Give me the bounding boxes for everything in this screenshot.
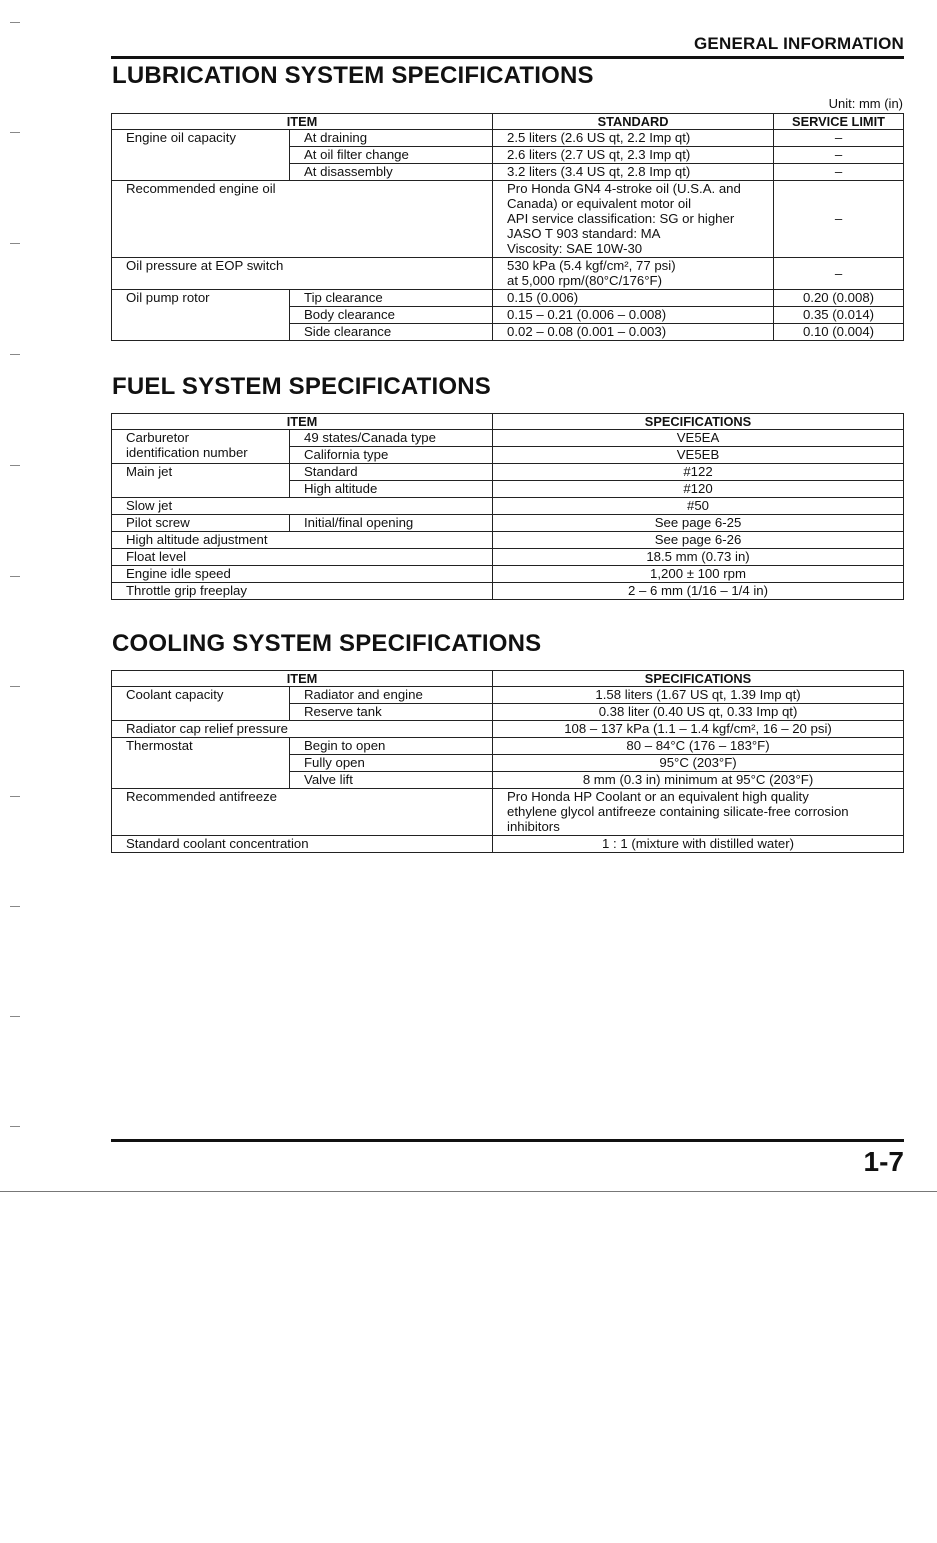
spec-value: #50	[493, 498, 904, 515]
spec-value: VE5EA	[493, 430, 904, 447]
limit-value: –	[774, 164, 904, 181]
spec-value: 2 – 6 mm (1/16 – 1/4 in)	[493, 583, 904, 600]
table-row	[112, 738, 904, 755]
standard-value: 0.02 – 0.08 (0.001 – 0.003)	[493, 324, 774, 341]
antifreeze-line: ethylene glycol antifreeze containing silicate-free corrosion	[507, 804, 849, 819]
table-row	[112, 583, 904, 600]
footer-rule	[111, 1139, 904, 1142]
cooling-table	[111, 670, 904, 853]
spec-value: 108 – 137 kPa (1.1 – 1.4 kgf/cm², 16 – 20 psi)	[493, 721, 904, 738]
antifreeze-label: Recommended antifreeze	[112, 789, 493, 836]
limit-value: –	[774, 147, 904, 164]
limit-value: –	[774, 130, 904, 147]
header-item: ITEM	[112, 671, 493, 687]
table-header-row	[112, 114, 904, 130]
header-rule	[111, 56, 904, 59]
spec-value: 8 mm (0.3 in) minimum at 95°C (203°F)	[493, 772, 904, 789]
standard-value: 2.6 liters (2.7 US qt, 2.3 Imp qt)	[493, 147, 774, 164]
oil-line: Viscosity: SAE 10W-30	[507, 241, 643, 256]
table-row	[112, 498, 904, 515]
header-service-limit: SERVICE LIMIT	[774, 114, 904, 130]
oil-line: API service classification: SG or higher	[507, 211, 735, 226]
spec-value: #120	[493, 481, 904, 498]
table-row	[112, 687, 904, 704]
unit-note: Unit: mm (in)	[828, 96, 903, 111]
pilot-screw-label: Pilot screw	[112, 515, 290, 532]
coolant-capacity-label: Coolant capacity	[112, 687, 290, 721]
margin-mark	[10, 22, 20, 23]
margin-mark	[10, 576, 20, 577]
spec-value: #122	[493, 464, 904, 481]
margin-mark	[10, 354, 20, 355]
concentration-label: Standard coolant concentration	[112, 836, 493, 853]
pressure-line: 530 kPa (5.4 kgf/cm², 77 psi)	[507, 258, 676, 273]
oil-capacity-label: Engine oil capacity	[112, 130, 290, 181]
spec-value: See page 6-25	[493, 515, 904, 532]
sub-label: Initial/final opening	[290, 515, 493, 532]
oil-pressure-label: Oil pressure at EOP switch	[112, 258, 493, 290]
sub-label: Valve lift	[290, 772, 493, 789]
antifreeze-line: Pro Honda HP Coolant or an equivalent high quality	[507, 789, 809, 804]
table-row	[112, 515, 904, 532]
sub-label: Side clearance	[290, 324, 493, 341]
spec-value: 1 : 1 (mixture with distilled water)	[493, 836, 904, 853]
recommended-oil-value	[493, 181, 774, 258]
limit-value: –	[774, 181, 904, 258]
table-row	[112, 430, 904, 447]
margin-mark	[10, 1126, 20, 1127]
sub-label: California type	[290, 447, 493, 464]
sub-label: Standard	[290, 464, 493, 481]
high-alt-label: High altitude adjustment	[112, 532, 493, 549]
table-row	[112, 464, 904, 481]
slow-jet-label: Slow jet	[112, 498, 493, 515]
oil-line: Canada) or equivalent motor oil	[507, 196, 692, 211]
sub-label: Fully open	[290, 755, 493, 772]
sub-label: Body clearance	[290, 307, 493, 324]
table-row	[112, 532, 904, 549]
lubrication-table	[111, 113, 904, 341]
limit-value: 0.35 (0.014)	[774, 307, 904, 324]
margin-mark	[10, 132, 20, 133]
cap-relief-label: Radiator cap relief pressure	[112, 721, 493, 738]
table-row	[112, 258, 904, 290]
thermostat-label: Thermostat	[112, 738, 290, 789]
sub-label: Begin to open	[290, 738, 493, 755]
table-row	[112, 290, 904, 307]
table-row	[112, 566, 904, 583]
table-header-row	[112, 671, 904, 687]
sub-label: Radiator and engine	[290, 687, 493, 704]
margin-mark	[10, 906, 20, 907]
sub-label: High altitude	[290, 481, 493, 498]
oil-pressure-value	[493, 258, 774, 290]
sub-label: 49 states/Canada type	[290, 430, 493, 447]
limit-value: 0.20 (0.008)	[774, 290, 904, 307]
standard-value: 0.15 – 0.21 (0.006 – 0.008)	[493, 307, 774, 324]
margin-mark	[10, 686, 20, 687]
table-row	[112, 549, 904, 566]
margin-mark	[10, 465, 20, 466]
table-row	[112, 130, 904, 147]
antifreeze-line: inhibitors	[507, 819, 560, 834]
table-row	[112, 181, 904, 258]
section-header: GENERAL INFORMATION	[694, 34, 904, 53]
table-header-row	[112, 414, 904, 430]
limit-value: –	[774, 258, 904, 290]
pump-rotor-label: Oil pump rotor	[112, 290, 290, 341]
standard-value: 3.2 liters (3.4 US qt, 2.8 Imp qt)	[493, 164, 774, 181]
standard-value: 0.15 (0.006)	[493, 290, 774, 307]
sub-label: At oil filter change	[290, 147, 493, 164]
spec-value: 95°C (203°F)	[493, 755, 904, 772]
antifreeze-value	[493, 789, 904, 836]
carburetor-line: identification number	[126, 445, 248, 460]
pressure-line: at 5,000 rpm/(80°C/176°F)	[507, 273, 662, 288]
fuel-title: FUEL SYSTEM SPECIFICATIONS	[112, 373, 492, 400]
margin-mark	[10, 1016, 20, 1017]
carburetor-line: Carburetor	[126, 430, 190, 445]
carburetor-label	[112, 430, 290, 464]
oil-line: JASO T 903 standard: MA	[507, 226, 661, 241]
sub-label: Reserve tank	[290, 704, 493, 721]
margin-mark	[10, 243, 20, 244]
fuel-table	[111, 413, 904, 600]
spec-value: VE5EB	[493, 447, 904, 464]
sub-label: At disassembly	[290, 164, 493, 181]
header-standard: STANDARD	[493, 114, 774, 130]
oil-line: Pro Honda GN4 4-stroke oil (U.S.A. and	[507, 181, 741, 196]
scan-edge-line	[0, 1191, 937, 1192]
throttle-label: Throttle grip freeplay	[112, 583, 493, 600]
idle-speed-label: Engine idle speed	[112, 566, 493, 583]
float-level-label: Float level	[112, 549, 493, 566]
spec-value: 80 – 84°C (176 – 183°F)	[493, 738, 904, 755]
recommended-oil-label: Recommended engine oil	[112, 181, 493, 258]
spec-value: 18.5 mm (0.73 in)	[493, 549, 904, 566]
sub-label: At draining	[290, 130, 493, 147]
header-item: ITEM	[112, 114, 493, 130]
header-specifications: SPECIFICATIONS	[493, 671, 904, 687]
margin-mark	[10, 796, 20, 797]
table-row	[112, 836, 904, 853]
spec-value: See page 6-26	[493, 532, 904, 549]
page-number: 1-7	[863, 1146, 904, 1177]
spec-value: 0.38 liter (0.40 US qt, 0.33 Imp qt)	[493, 704, 904, 721]
cooling-title: COOLING SYSTEM SPECIFICATIONS	[112, 630, 542, 657]
lubrication-title: LUBRICATION SYSTEM SPECIFICATIONS	[112, 62, 594, 89]
spec-value: 1.58 liters (1.67 US qt, 1.39 Imp qt)	[493, 687, 904, 704]
header-specifications: SPECIFICATIONS	[493, 414, 904, 430]
sub-label: Tip clearance	[290, 290, 493, 307]
table-row	[112, 789, 904, 836]
limit-value: 0.10 (0.004)	[774, 324, 904, 341]
main-jet-label: Main jet	[112, 464, 290, 498]
header-item: ITEM	[112, 414, 493, 430]
table-row	[112, 721, 904, 738]
standard-value: 2.5 liters (2.6 US qt, 2.2 Imp qt)	[493, 130, 774, 147]
spec-value: 1,200 ± 100 rpm	[493, 566, 904, 583]
